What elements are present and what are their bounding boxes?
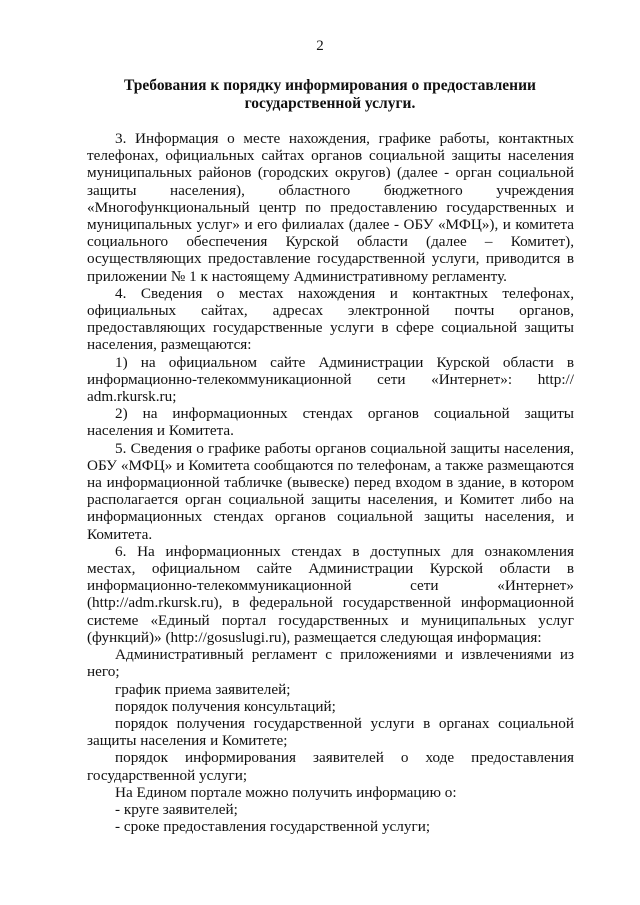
info-item-schedule: график приема заявителей; xyxy=(115,680,291,698)
portal-info-applicants: - круге заявителей; xyxy=(115,800,238,818)
info-item-service-procedure: порядок получения государственной услуги в органах социальной защиты населения и Комитете; xyxy=(87,714,574,750)
section-heading: Требования к порядку информирования о предоставлении государственной услуги. xyxy=(124,77,536,112)
document-body xyxy=(87,130,574,835)
list-item-1: 1) на официальном сайте Администрации Курской области в информационно-телекоммуникационной сети «Интернет»: http:// adm.rkursk.ru; xyxy=(87,353,574,406)
paragraph-4: 4. Сведения о местах нахождения и контактных телефонах, официальных сайтах, адресах электронной почты органов, предоставляющих государственные услуги в сфере социальной защиты населения, размещаются: xyxy=(87,284,574,354)
list-item-2: 2) на информационных стендах органов социальной защиты населения и Комитета. xyxy=(87,405,574,440)
portal-info-term: - сроке предоставления государственной услуги; xyxy=(115,818,431,836)
paragraph-5: 5. Сведения о графике работы органов социальной защиты населения, ОБУ «МФЦ» и Комитета сообщаются по телефонам, а также размещаются на информационной табличке (вывеске) перед входом в здание, в котором располагается орган социальной защиты населения, и Комитет либо на информационных стендах органов социальной защиты населения, и Комитета. xyxy=(87,439,574,543)
paragraph-6: 6. На информационных стендах в доступных для ознакомления местах, официальном сайте Администрации Курской области в информационно-телекоммуникационной сети «Интернет» (http://adm.rkursk.ru), в федеральной государственной информационной системе «Единый портал государственных и муниципальных услуг (функций)» (http://gosuslugi.ru), размещается следующая информация: xyxy=(87,542,574,646)
paragraph-3: 3. Информация о месте нахождения, графике работы, контактных телефонах, официальных сайтах органов социальной защиты населения муниципальных районов (городских округов) (далее - орган социальной защиты населения), областного бюджетного учреждения «Многофункциональный центр по предоставлению государственных и муниципальных услуг» и его филиалах (далее - ОБУ «МФЦ»), и комитета социального обеспечения Курской области (далее – Комитет), осуществляющих предоставление государственной услуги, приводится в приложении № 1 к настоящему Административному регламенту. xyxy=(87,130,574,285)
info-item-regulation: Административный регламент с приложениями и извлечениями из него; xyxy=(87,646,574,681)
portal-info-intro: На Едином портале можно получить информацию о: xyxy=(115,783,457,801)
info-item-informing-procedure: порядок информирования заявителей о ходе предоставления государственной услуги; xyxy=(87,749,574,784)
info-item-consultations: порядок получения консультаций; xyxy=(115,697,336,715)
page-number: 2 xyxy=(316,38,324,54)
